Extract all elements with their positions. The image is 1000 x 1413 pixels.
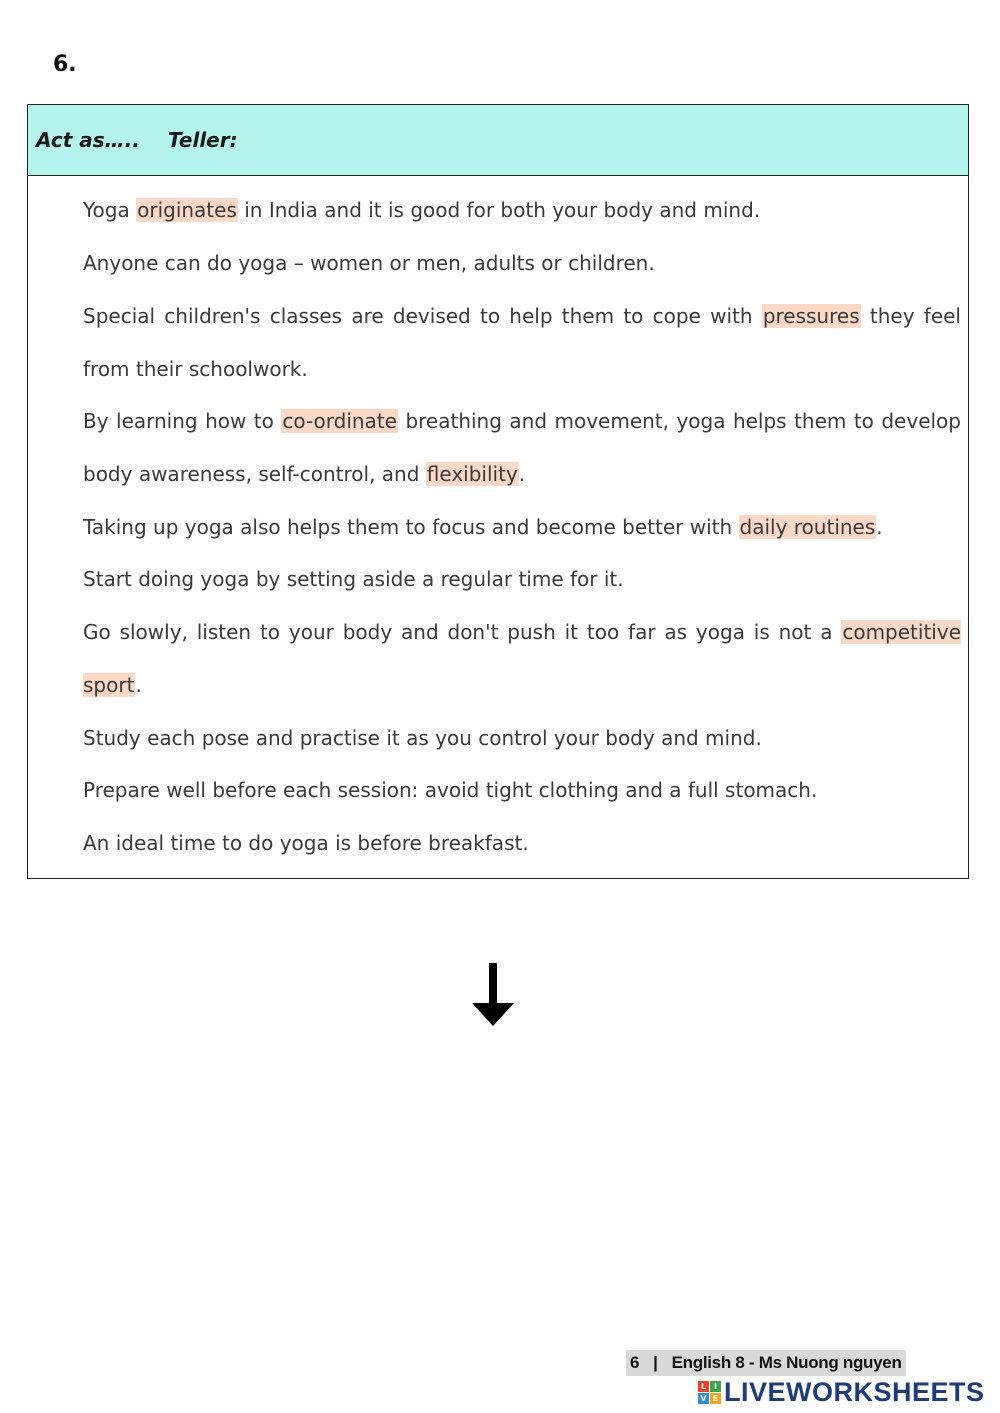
paragraph xyxy=(83,606,961,712)
question-number: 6. xyxy=(53,52,77,77)
logo-letter: V xyxy=(698,1393,709,1404)
paragraph xyxy=(83,764,961,817)
paragraph-text: By learning how to xyxy=(83,409,282,433)
liveworksheets-logo-icon xyxy=(698,1381,721,1404)
course-title: English 8 - Ms Nuong nguyen xyxy=(671,1353,902,1372)
paragraph-text: . xyxy=(135,673,142,697)
paragraph xyxy=(83,184,961,237)
paragraph-text: Yoga xyxy=(83,198,137,222)
paragraph xyxy=(83,553,961,606)
role-label: Teller: xyxy=(167,128,238,152)
liveworksheets-brand[interactable] xyxy=(698,1377,985,1408)
paragraph-text: they feel from their schoolwork. xyxy=(83,304,961,381)
act-as-label: Act as….. xyxy=(36,128,140,152)
paragraph-text: An ideal time to do yoga is before breakfast. xyxy=(83,831,529,855)
paragraph-text: breathing and movement, yoga helps them to develop body awareness, self-control, and xyxy=(83,409,961,486)
paragraph-text: Go slowly, listen to your body and don't push it too far as yoga is not a xyxy=(83,620,842,644)
paragraph-text: Start doing yoga by setting aside a regular time for it. xyxy=(83,567,624,591)
arrow-down-icon xyxy=(470,963,516,1029)
paragraph-text: . xyxy=(876,515,883,539)
paragraph-text: Prepare well before each session: avoid tight clothing and a full stomach. xyxy=(83,778,818,802)
paragraph xyxy=(83,290,961,396)
page-footer xyxy=(626,1350,906,1376)
paragraph xyxy=(83,501,961,554)
paragraph-text: Study each pose and practise it as you control your body and mind. xyxy=(83,726,762,750)
logo-letter: E xyxy=(710,1393,721,1404)
highlighted-keyword: originates xyxy=(137,198,237,222)
page-number: 6 xyxy=(630,1353,640,1372)
paragraph-text: Taking up yoga also helps them to focus and become better with xyxy=(83,515,739,539)
reading-box xyxy=(27,104,969,879)
highlighted-keyword: flexibility xyxy=(426,462,518,486)
paragraph-text: in India and it is good for both your body and mind. xyxy=(237,198,761,222)
paragraph xyxy=(83,395,961,501)
highlighted-keyword: co-ordinate xyxy=(282,409,397,433)
paragraph xyxy=(83,237,961,290)
highlighted-keyword: daily routines xyxy=(739,515,876,539)
highlighted-keyword: competitive sport xyxy=(83,620,961,697)
box-header xyxy=(28,105,968,176)
logo-letter: L xyxy=(698,1381,709,1392)
paragraph xyxy=(83,712,961,765)
paragraph xyxy=(83,817,961,870)
brand-name: LIVEWORKSHEETS xyxy=(724,1377,985,1407)
logo-letter: I xyxy=(710,1381,721,1392)
paragraph-text: Special children's classes are devised to help them to cope with xyxy=(83,304,762,328)
footer-separator: | xyxy=(653,1353,658,1372)
highlighted-keyword: pressures xyxy=(762,304,860,328)
paragraph-text: . xyxy=(518,462,526,486)
paragraph-text: Anyone can do yoga – women or men, adults or children. xyxy=(83,251,655,275)
